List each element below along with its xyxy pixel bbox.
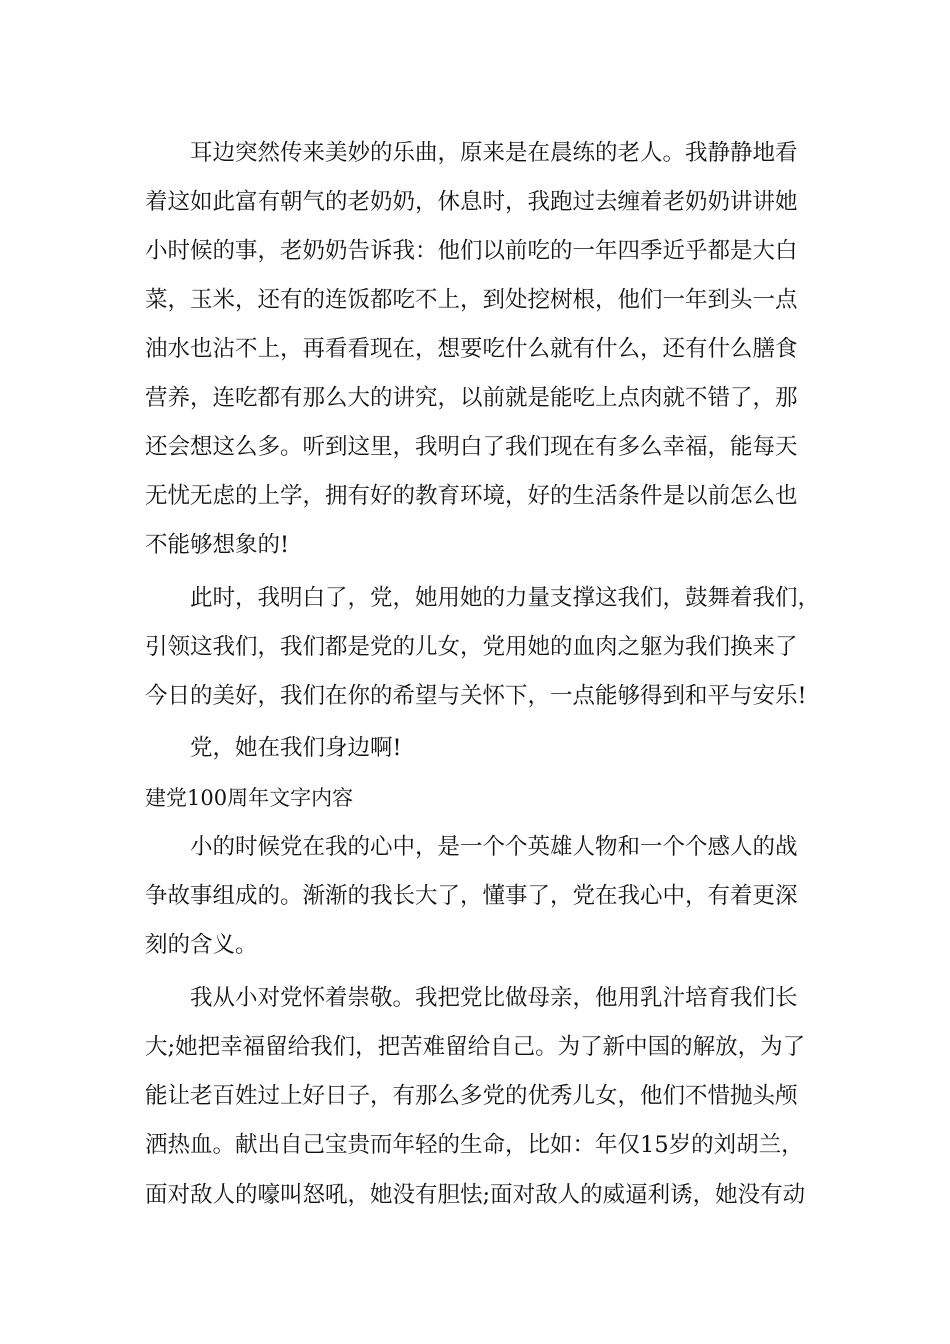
paragraph-line: 争故事组成的。渐渐的我长大了，懂事了，党在我心中，有着更深 — [145, 883, 798, 909]
paragraph-line: 还会想这么多。听到这里，我明白了我们现在有多么幸福，能每天 — [145, 434, 798, 460]
paragraph-line: 党，她在我们身边啊! — [145, 735, 402, 761]
paragraph-line: 耳边突然传来美妙的乐曲，原来是在晨练的老人。我静静地看 — [145, 140, 798, 166]
paragraph-line: 洒热血。献出自己宝贵而年轻的生命，比如：年仅15岁的刘胡兰， — [145, 1132, 804, 1158]
paragraph-line: 引领这我们，我们都是党的儿女，党用她的血肉之躯为我们换来了 — [145, 634, 798, 660]
paragraph-line: 无忧无虑的上学，拥有好的教育环境，好的生活条件是以前怎么也 — [145, 483, 798, 509]
paragraph-line: 不能够想象的! — [145, 532, 290, 558]
paragraph-line: 刻的含义。 — [145, 932, 258, 958]
paragraph-line: 大;她把幸福留给我们，把苦难留给自己。为了新中国的解放，为了 — [145, 1034, 806, 1060]
paragraph-line: 着这如此富有朝气的老奶奶，休息时，我跑过去缠着老奶奶讲讲她 — [145, 189, 798, 215]
paragraph-line: 能让老百姓过上好日子，有那么多党的优秀儿女，他们不惜抛头颅 — [145, 1083, 798, 1109]
paragraph-line: 小的时候党在我的心中，是一个个英雄人物和一个个感人的战 — [145, 834, 798, 860]
paragraph-line: 油水也沾不上，再看看现在，想要吃什么就有什么，还有什么膳食 — [145, 336, 798, 362]
paragraph-line: 我从小对党怀着崇敬。我把党比做母亲，他用乳汁培育我们长 — [145, 985, 798, 1011]
paragraph-line: 菜，玉米，还有的连饭都吃不上，到处挖树根，他们一年到头一点 — [145, 287, 798, 313]
section-heading: 建党100周年文字内容 — [145, 786, 354, 810]
paragraph-line: 营养，连吃都有那么大的讲究，以前就是能吃上点肉就不错了，那 — [145, 385, 798, 411]
paragraph-line: 此时，我明白了，党，她用她的力量支撑这我们，鼓舞着我们， — [145, 585, 821, 611]
paragraph-line: 面对敌人的嚎叫怒吼，她没有胆怯;面对敌人的威逼利诱，她没有动 — [145, 1182, 806, 1208]
paragraph-line: 今日的美好，我们在你的希望与关怀下，一点能够得到和平与安乐! — [145, 683, 807, 709]
paragraph-line: 小时候的事，老奶奶告诉我：他们以前吃的一年四季近乎都是大白 — [145, 238, 798, 264]
